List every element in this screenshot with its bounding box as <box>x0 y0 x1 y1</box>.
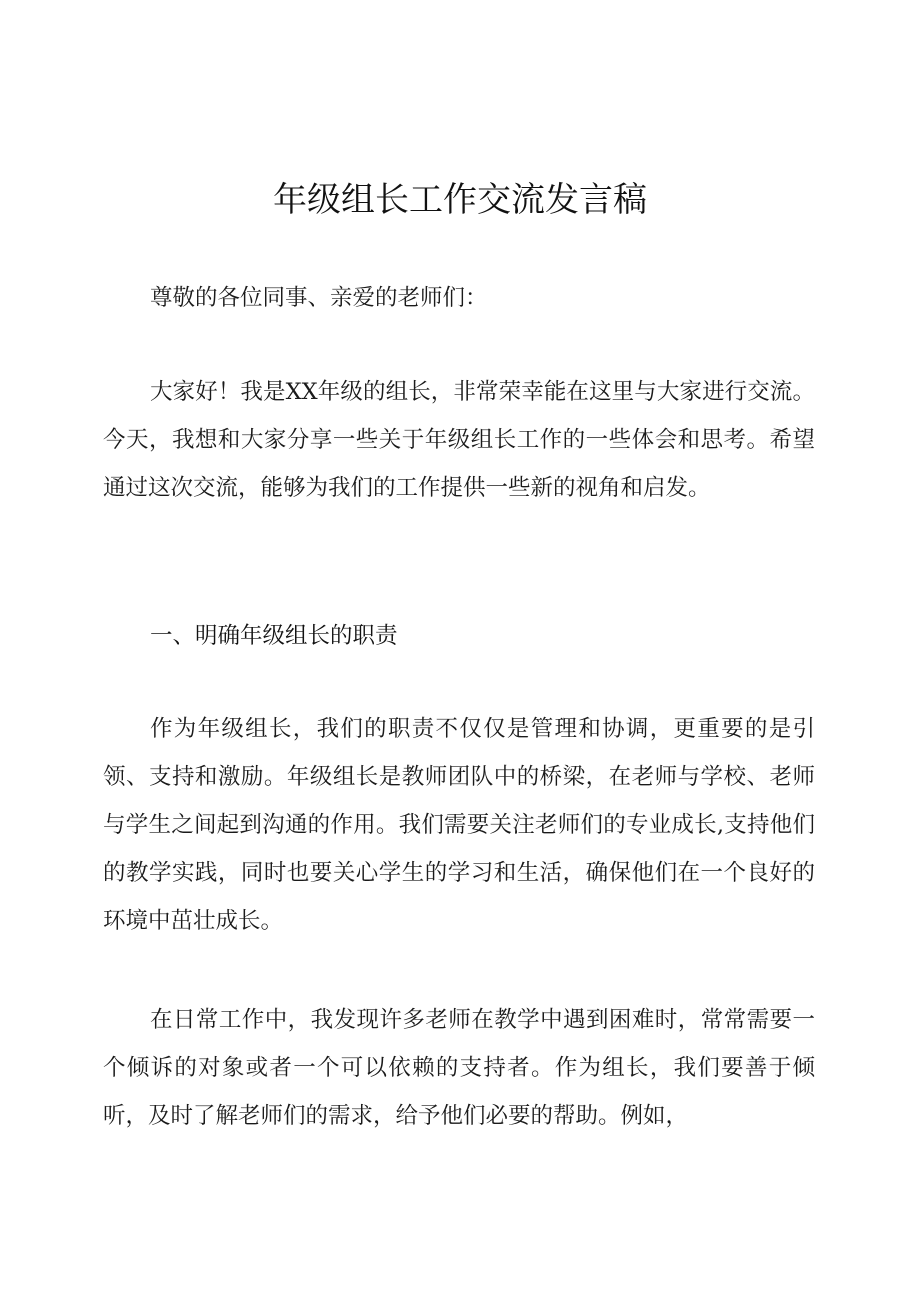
greeting-paragraph: 尊敬的各位同事、亲爱的老师们： <box>150 285 488 311</box>
duty-paragraph: 作为年级组长，我们的职责不仅仅是管理和协调，更重要的是引领、支持和激励。年级组长是教师团队中的桥梁，在老师与学校、老师与学生之间起到沟通的作用。我们需要关注老师们的专业成长,支持他们的教学实践，同时也要关心学生的学习和生活，确保他们在一个良好的环境中茁壮成长。 <box>103 716 815 934</box>
section-heading: 一、明确年级组长的职责 <box>150 623 398 649</box>
daily-work-paragraph: 在日常工作中，我发现许多老师在教学中遇到困难时，常常需要一个倾诉的对象或者一个可以依赖的支持者。作为组长，我们要善于倾听，及时了解老师们的需求，给予他们必要的帮助。例如， <box>103 1007 815 1129</box>
intro-paragraph: 大家好！我是XX年级的组长，非常荣幸能在这里与大家进行交流。今天，我想和大家分享一些关于年级组长工作的一些体会和思考。希望通过这次交流，能够为我们的工作提供一些新的视角和启发。 <box>103 379 815 501</box>
document-title: 年级组长工作交流发言稿 <box>273 180 647 220</box>
